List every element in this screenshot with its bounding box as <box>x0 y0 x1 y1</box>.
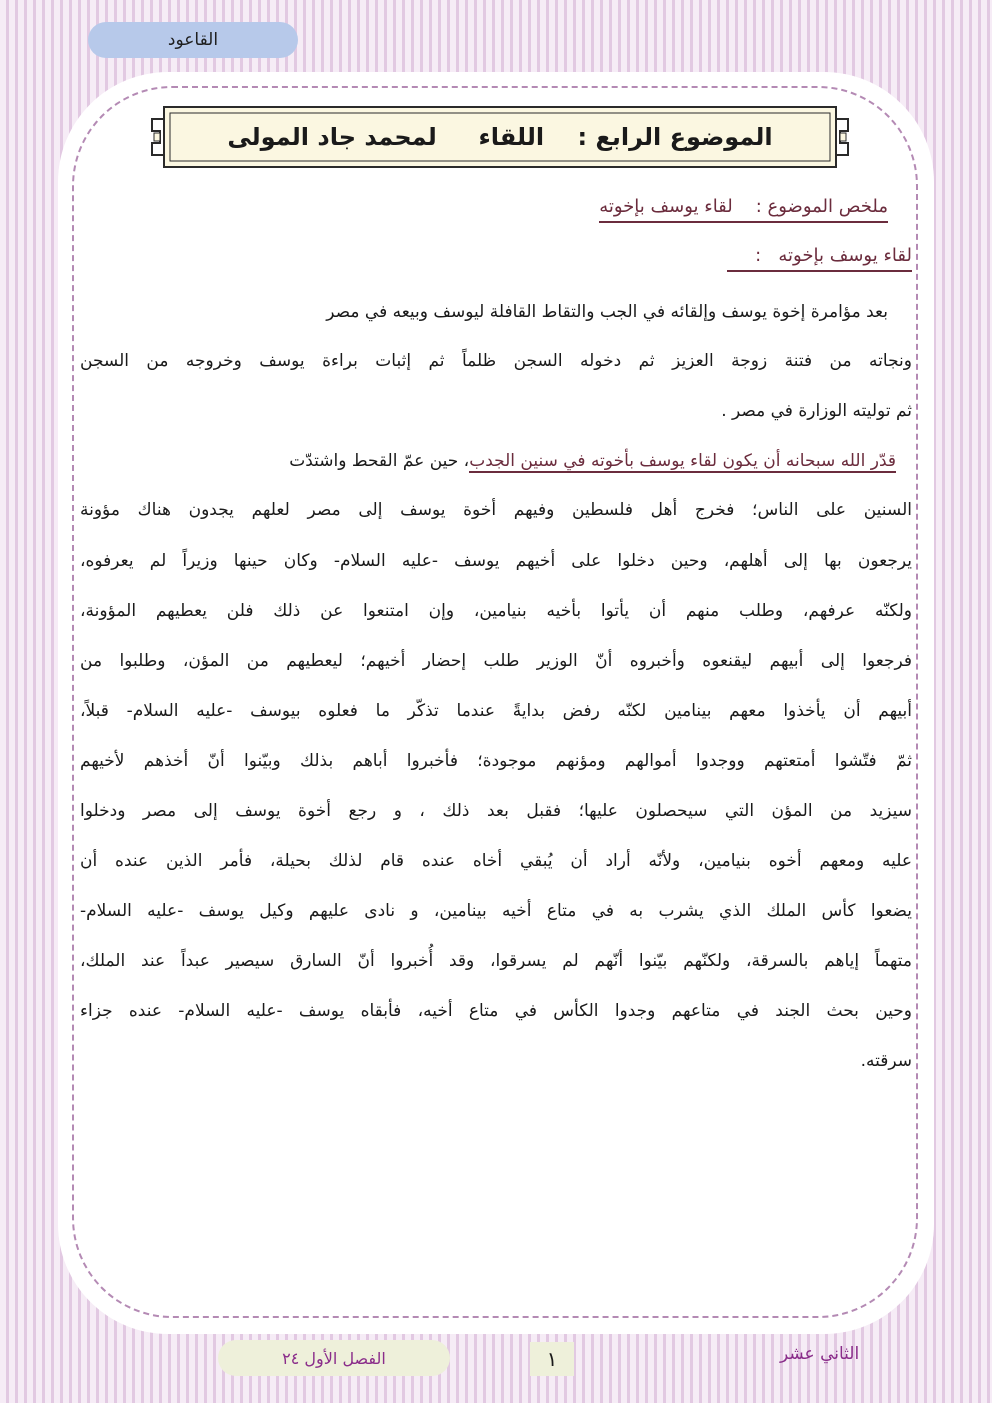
body-first-line <box>289 446 896 476</box>
body-line: يضعوا كأس الملك الذي يشرب به في متاع أخيه بينامين، و نادى عليهم وكيل يوسف -عليه السلام- <box>80 901 912 921</box>
page-title <box>180 105 820 169</box>
body-line: عليه ومعهم أخوه بنيامين، ولأنّه أراد أن يُبقي أخاه عنده قام لذلك بحيلة، فأمر الذين عنده أن <box>80 851 912 871</box>
title-lesson: اللقاء <box>478 123 545 151</box>
title-topic: الموضوع الرابع : <box>577 123 773 151</box>
body-line: وحين بحث الجند في متاعهم وجدوا الكأس في متاع أخيه، فأبقاه يوسف -عليه السلام- عنده جزاء <box>80 1001 912 1021</box>
top-tag-label: القاعود <box>167 30 219 50</box>
body-line: ثمّ فتّشوا أمتعتهم ووجدوا أموالهم ومؤنهم موجودة؛ فأخبروا أباهم بذلك وبيّنوا أنّ أخذهم لأخيهم <box>80 751 912 771</box>
body-line: متهماً إياهم بالسرقة، ولكنّهم بيّنوا أنّهم لم يسرقوا، وقد أُخبروا أنّ السارق سيصير عبداً عند الملك، <box>80 951 912 971</box>
body-line: سرقته. <box>860 1051 912 1071</box>
body-line: ولكنّه عرفهم، وطلب منهم أن يأتوا بأخيه بنيامين، وإن امتنعوا عن ذلك فلن يعطيهم المؤونة، <box>80 601 912 621</box>
section-subheading: لقاء يوسف بإخوته : <box>727 245 912 272</box>
body-line: أبيهم أن يأخذوا معهم بينامين لكنّه رفض بدايةً عندما تذكّر ما فعلوه بيوسف -عليه السلام- قبلاً، <box>80 701 912 721</box>
summary-value: لقاء يوسف بإخوته <box>599 196 733 217</box>
title-banner <box>150 105 850 169</box>
body-line: فرجعوا إلى أبيهم ليقنعوه وأخبروه أنّ الوزير طلب إحضار أخيهم؛ ليعطيهم من المؤن، وطلبوا من <box>80 651 912 671</box>
page-number-label: ١ <box>546 1347 558 1371</box>
title-author: لمحمد جاد المولى <box>227 123 437 151</box>
footer-term <box>218 1340 450 1376</box>
intro-line: ثم توليته الوزارة في مصر . <box>721 401 912 421</box>
body-line: السنين على الناس؛ فخرج أهل فلسطين وفيهم أخوة يوسف إلى مصر لعلهم يجدون هناك مؤونة <box>80 500 912 520</box>
footer-term-label: الفصل الأول ٢٤ <box>282 1348 386 1368</box>
summary-label: ملخص الموضوع : <box>755 196 888 217</box>
summary-line <box>599 196 888 223</box>
body-first-rest: ، حين عمّ القحط واشتدّت <box>289 451 470 471</box>
top-tag <box>88 22 298 58</box>
highlighted-phrase: قدّر الله سبحانه أن يكون لقاء يوسف بأخوته في سنين الجدب <box>469 451 896 471</box>
body-line: يرجعون بها إلى أهلهم، وحين دخلوا على أخيهم يوسف -عليه السلام- وكان حينها وزيراً لم يعرفوه، <box>80 551 912 571</box>
intro-line: ونجاته من فتنة زوجة العزيز ثم دخوله السجن ظلماً ثم إثبات براءة يوسف وخروجه من السجن <box>80 351 912 371</box>
footer-grade: الثاني عشر <box>780 1344 860 1364</box>
intro-line: بعد مؤامرة إخوة يوسف وإلقائه في الجب والتقاط القافلة ليوسف وبيعه في مصر <box>326 302 888 322</box>
body-line: سيزيد من المؤن التي سيحصلون عليها؛ فقبل بعد ذلك ، و رجع أخوة يوسف إلى مصر ودخلوا <box>80 801 912 821</box>
page-number <box>530 1342 574 1376</box>
